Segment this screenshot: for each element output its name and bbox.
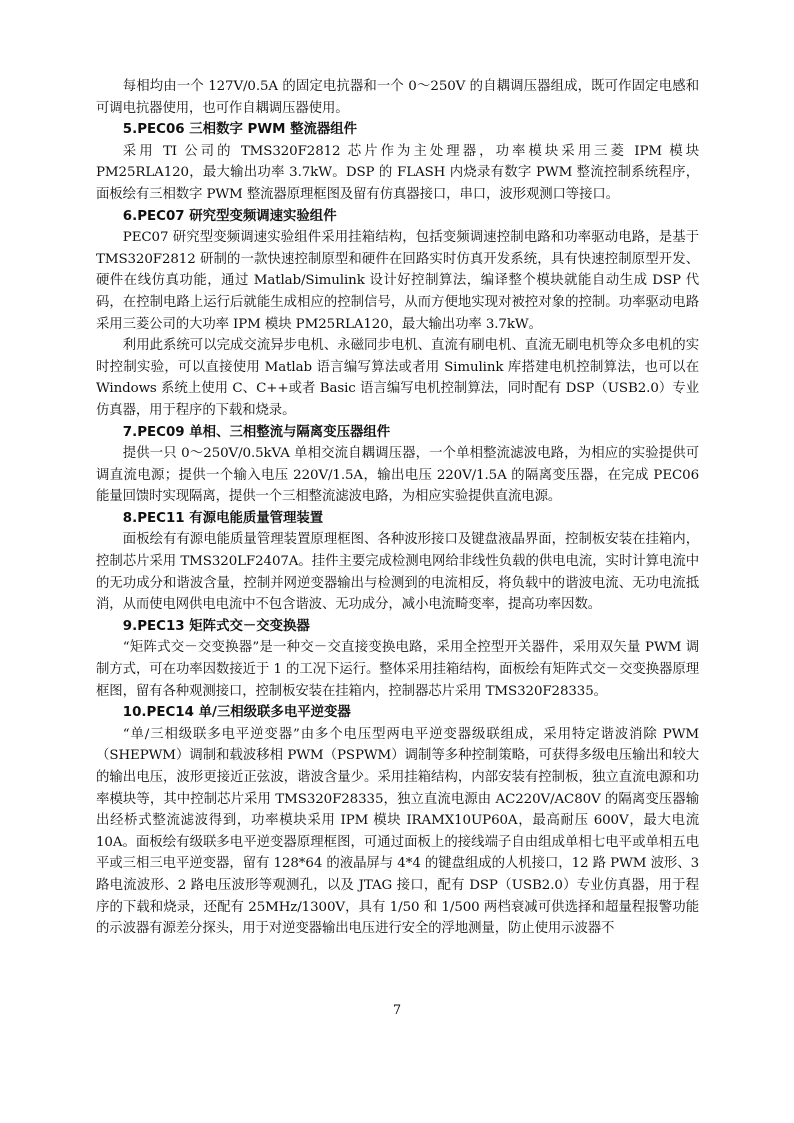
document-body [96,76,699,940]
paragraph: 利用此系统可以完成交流异步电机、永磁同步电机、直流有刷电机、直流无刷电机等众多电机的实时控制实验，可以直接使用 Matlab 语言编写算法或者用 Simulink 库搭建电机控制算法，也可以在 Windows 系统上使用 C、C++或者 Basic 语言编写电机控制算法，同时配有 DSP（USB2.0）专业仿真器，用于程序的下载和烧录。 [96,338,699,418]
paragraph: 每相均由一个 127V/0.5A 的固定电抗器和一个 0～250V 的自耦调压器组成，既可作固定电感和可调电抗器使用，也可作自耦调压器使用。 [96,79,699,116]
section-heading: 10.PEC14 单/三相级联多电平逆变器 [122,705,351,721]
paragraph: 采用 TI 公司的 TMS320F2812 芯片作为主处理器，功率模块采用三菱 IPM 模块 PM25RLA120，最大输出功率 3.7kW。DSP 的 FLASH 内烧录有数字 PWM 整流控制系统程序，面板绘有三相数字 PWM 整流器原理框图及留有仿真器接口，串口，波形观测口等接口。 [96,143,699,202]
section-heading: 5.PEC06 三相数字 PWM 整流器组件 [122,122,358,138]
paragraph: “单/三相级联多电平逆变器”由多个电压型两电平逆变器级联组成，采用特定谐波消除 PWM（SHEPWM）调制和载波移相 PWM（PSPWM）调制等多种控制策略，可获得多级电压输出和较大的输出电压，波形更接近正弦波，谐波含量少。采用挂箱结构，内部安装有控制板，独立直流电源和功率模块等，其中控制芯片采用 TMS320F28335，独立直流电源由 AC220V/AC80V 的隔离变压器输出经桥式整流滤波得到，功率模块采用 IPM 模块 IRAMX10UP60A，最高耐压 600V，最大电流 10A。面板绘有级联多电平逆变器原理框图，可通过面板上的接线端子自由组成单相七电平或单相五电平或三相三电平逆变器，留有 128*64 的液晶屏与 4*4 的键盘组成的人机接口，12 路 PWM 波形、3 路电流波形、2 路电压波形等观测孔，以及 JTAG 接口，配有 DSP（USB2.0）专业仿真器，用于程序的下载和烧录，还配有 25MHz/1300V，具有 1/50 和 1/500 两档衰减可供选择和超量程报警功能的示波器有源差分探头，用于对逆变器输出电压进行安全的浮地测量，防止使用示波器不 [96,726,699,937]
page-number: 7 [392,1003,402,1018]
section-heading: 7.PEC09 单相、三相整流与隔离变压器组件 [122,424,391,440]
section-heading: 8.PEC11 有源电能质量管理装置 [122,510,324,526]
paragraph: “矩阵式交－交变换器”是一种交－交直接变换电路，采用全控型开关器件，采用双矢量 PWM 调制方式，可在功率因数接近于 1 的工况下运行。整体采用挂箱结构，面板绘有矩阵式交－交变换器原理框图，留有各种观测接口，控制板安装在挂箱内，控制器芯片采用 TMS320F28335。 [96,640,699,699]
paragraph: 面板绘有有源电能质量管理装置原理框图、各种波形接口及键盘液晶界面，控制板安装在挂箱内，控制芯片采用 TMS320LF2407A。挂件主要完成检测电网给非线性负载的供电电流，实时计算电流中的无功成分和谐波含量，控制并网逆变器输出与检测到的电流相反，将负载中的谐波电流、无功电流抵消，从而使电网供电电流中不包含谐波、无功成分，减小电流畸变率，提高功率因数。 [96,532,699,613]
paragraph: PEC07 研究型变频调速实验组件采用挂箱结构，包括变频调速控制电路和功率驱动电路，是基于 TMS320F2812 研制的一款快速控制原型和硬件在回路实时仿真开发系统，具有快速控制原型开发、硬件在线仿真功能，通过 Matlab/Simulink 设计好控制算法，编译整个模块就能自动生成 DSP 代码，在控制电路上运行后就能生成相应的控制信号，从而方便地实现对被控对象的控制。功率驱动电路采用三菱公司的大功率 IPM 模块 PM25RLA120，最大输出功率 3.7kW。 [96,230,699,332]
paragraph: 提供一只 0～250V/0.5kVA 单相交流自耦调压器，一个单相整流滤波电路，为相应的实验提供可调直流电源；提供一个输入电压 220V/1.5A，输出电压 220V/1.5A 的隔离变压器，在完成 PEC06 能量回馈时实现隔离，提供一个三相整流滤波电路，为相应实验提供直流电源。 [96,446,700,505]
section-heading: 6.PEC07 研究型变频调速实验组件 [122,208,337,224]
section-heading: 9.PEC13 矩阵式交－交变换器 [122,618,310,634]
